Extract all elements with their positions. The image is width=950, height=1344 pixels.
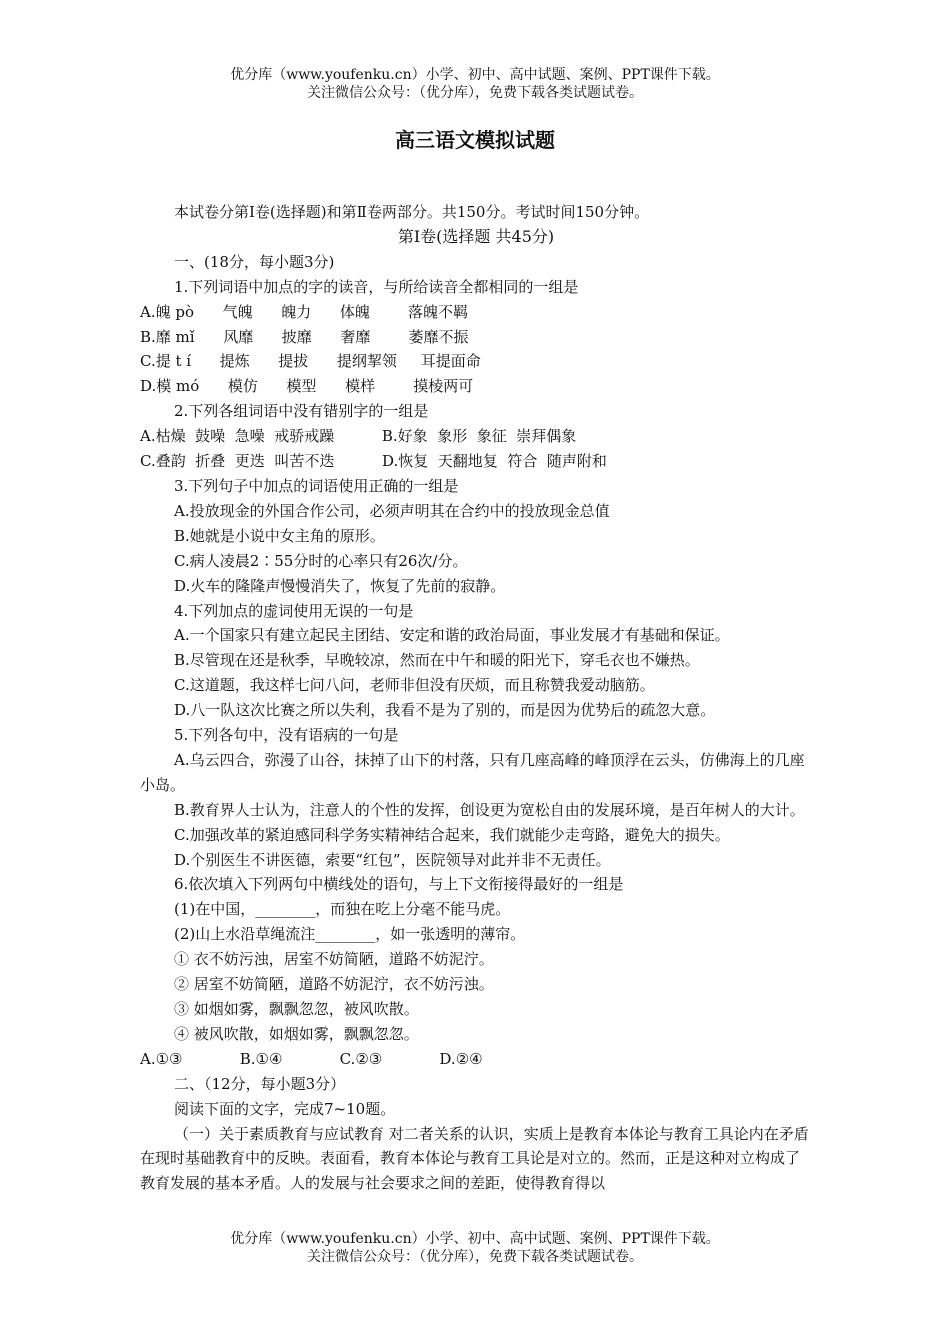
question-1-option-a: A.魄 pò 气魄 魄力 体魄 落魄不羁 [140, 302, 468, 321]
intro-text: 本试卷分第Ⅰ卷(选择题)和第Ⅱ卷两部分。共150分。考试时间150分钟。 [174, 203, 650, 221]
question-1-option-d: D.模 mó 模仿 模型 模样 摸棱两可 [140, 377, 474, 396]
question-5-option-d: D.个别医生不讲医德，索要“红包”，医院领导对此并非不无责任。 [174, 850, 611, 869]
question-1-option-c: C.提 t í 提炼 提拔 提纲挈领 耳提面命 [140, 352, 481, 371]
question-3-option-d: D.火车的隆隆声慢慢消失了，恢复了先前的寂静。 [174, 576, 506, 595]
part-1-heading: 一、(18分，每小题3分) [174, 252, 335, 271]
question-3-stem: 3.下列句子中加点的词语使用正确的一组是 [174, 476, 459, 495]
page-header [0, 66, 950, 102]
question-6-option-1: ① 衣不妨污浊，居室不妨简陋，道路不妨泥泞。 [174, 950, 494, 969]
section-title: 第Ⅰ卷(选择题 共45分) [397, 226, 555, 246]
question-3-option-c: C.病人凌晨2∶55分时的心率只有26次/分。 [174, 551, 468, 570]
question-6-option-3: ③ 如烟如雾，飘飘忽忽，被风吹散。 [174, 1000, 419, 1018]
reading-instruction: 阅读下面的文字，完成7~10题。 [174, 1099, 396, 1118]
question-6-option-4: ④ 被风吹散，如烟如雾，飘飘忽忽。 [174, 1024, 419, 1043]
question-5-option-a: A.乌云四合，弥漫了山谷，抹掉了山下的村落，只有几座高峰的峰顶浮在云头，仿佛海上的几座小岛。 [140, 750, 805, 794]
header-line-1: 优分库（www.youfenku.cn）小学、初中、高中试题、案例、PPT课件下载。 [230, 67, 720, 83]
question-4-option-b: B.尽管现在还是秋季，早晚较凉，然而在中午和暖的阳光下，穿毛衣也不嫌热。 [174, 651, 700, 670]
question-1-stem: 1.下列词语中加点的字的读音，与所给读音全都相同的一组是 [174, 277, 579, 296]
question-5-option-b: B.教育界人士认为，注意人的个性的发挥，创设更为宽松自由的发展环境，是百年树人的大计。 [174, 800, 805, 819]
question-6-sentence-2: (2)山上水沿草绳流注________，如一张透明的薄帘。 [174, 925, 526, 944]
question-6-sentence-1: (1)在中国，________，而独在吃上分毫不能马虎。 [174, 900, 511, 919]
header-line-2: 关注微信公众号：（优分库），免费下载各类试题试卷。 [307, 85, 643, 101]
exam-body [140, 200, 812, 1196]
reading-passage: （一）关于素质教育与应试教育 对二者关系的认识，实质上是教育本体论与教育工具论内在矛盾在现时基础教育中的反映。表面看，教育本体论与教育工具论是对立的。然而，正是这种对立构成了教育发展的基本矛盾。人的发展与社会要求之间的差距，使得教育得以 [140, 1124, 809, 1193]
question-3-option-a: A.投放现金的外国合作公司，必须声明其在合约中的投放现金总值 [174, 501, 610, 520]
question-4-stem: 4.下列加点的虚词使用无误的一句是 [174, 601, 414, 620]
question-2-options-ab: A.枯燥 鼓噪 急噪 戒骄戒躁 B.好象 象形 象征 崇拜偶象 [140, 427, 577, 446]
question-5-stem: 5.下列各句中，没有语病的一句是 [174, 726, 399, 745]
question-3-option-b: B.她就是小说中女主角的原形。 [174, 526, 385, 545]
question-4-option-a: A.一个国家只有建立起民主团结、安定和谐的政治局面，事业发展才有基础和保证。 [174, 626, 730, 645]
question-6-choices: A.①③ B.①④ C.②③ D.②④ [140, 1049, 483, 1068]
page-title: 高三语文模拟试题 [395, 128, 555, 152]
question-6-stem: 6.依次填入下列两句中横线处的语句，与上下文衔接得最好的一组是 [174, 875, 624, 894]
question-1-option-b: B.靡 mǐ 风靡 披靡 奢靡 萎靡不振 [140, 327, 469, 346]
question-6-option-2: ② 居室不妨简陋，道路不妨泥泞，衣不妨污浊。 [174, 975, 494, 994]
footer-line-2: 关注微信公众号：（优分库），免费下载各类试题试卷。 [307, 1249, 643, 1265]
footer-line-1: 优分库（www.youfenku.cn）小学、初中、高中试题、案例、PPT课件下载。 [230, 1231, 720, 1247]
question-4-option-c: C.这道题，我这样七问八问，老师非但没有厌烦，而且称赞我爱动脑筋。 [174, 676, 655, 695]
question-5-option-c: C.加强改革的紧迫感同科学务实精神结合起来，我们就能少走弯路，避免大的损失。 [174, 825, 730, 844]
page-footer [0, 1230, 950, 1266]
part-2-heading: 二、（12分，每小题3分） [174, 1074, 346, 1093]
question-4-option-d: D.八一队这次比赛之所以失利，我看不是为了别的，而是因为优势后的疏忽大意。 [174, 701, 716, 720]
question-2-stem: 2.下列各组词语中没有错别字的一组是 [174, 402, 429, 421]
question-2-options-cd: C.叠韵 折叠 更迭 叫苦不迭 D.恢复 天翻地复 符合 随声附和 [140, 452, 607, 471]
